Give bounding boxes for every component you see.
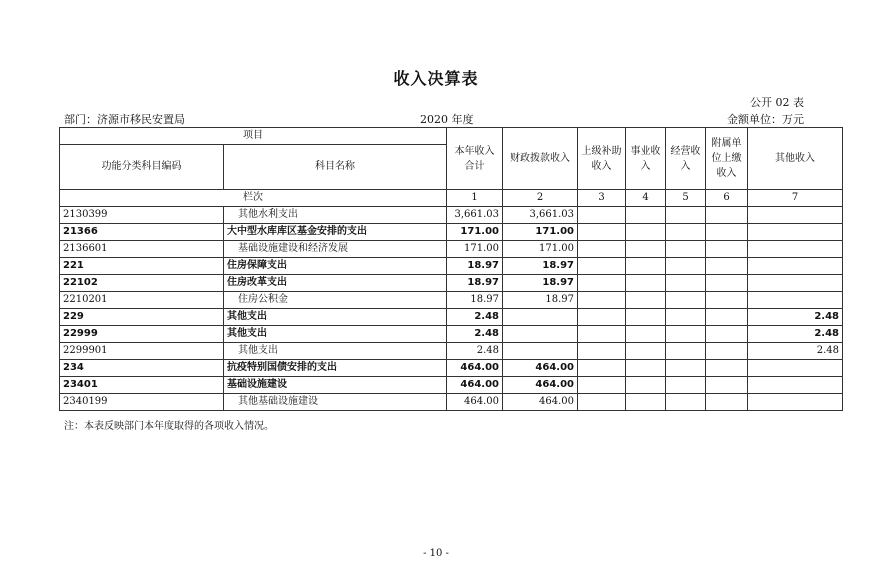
row-total: 3,661.03 <box>447 207 503 224</box>
row-affiliated <box>706 343 748 360</box>
table-row <box>60 207 843 224</box>
page-number: - 10 - <box>423 548 449 559</box>
row-business <box>626 309 666 326</box>
row-other <box>748 394 843 411</box>
row-other <box>748 258 843 275</box>
row-fiscal: 171.00 <box>503 241 578 258</box>
header-total: 本年收入合计 <box>447 128 503 190</box>
header-other: 其他收入 <box>748 128 843 190</box>
row-total: 18.97 <box>447 258 503 275</box>
row-other <box>748 224 843 241</box>
row-affiliated <box>706 224 748 241</box>
department-label: 部门：济源市移民安置局 <box>64 113 185 126</box>
row-affiliated <box>706 241 748 258</box>
row-subsidy <box>578 394 626 411</box>
amount-unit: 金额单位：万元 <box>727 113 804 126</box>
row-business <box>626 224 666 241</box>
col-number: 1 <box>447 190 503 207</box>
row-code: 23401 <box>60 377 224 394</box>
row-business <box>626 326 666 343</box>
row-other <box>748 292 843 309</box>
income-table <box>59 127 843 411</box>
row-other <box>748 377 843 394</box>
row-total: 464.00 <box>447 360 503 377</box>
row-total: 18.97 <box>447 292 503 309</box>
row-affiliated <box>706 326 748 343</box>
row-subsidy <box>578 377 626 394</box>
col-number: 6 <box>706 190 748 207</box>
row-other: 2.48 <box>748 326 843 343</box>
row-name: 住房改革支出 <box>224 275 447 292</box>
row-code: 2130399 <box>60 207 224 224</box>
row-operating <box>666 343 706 360</box>
row-operating <box>666 377 706 394</box>
row-fiscal <box>503 326 578 343</box>
row-subsidy <box>578 258 626 275</box>
row-total: 464.00 <box>447 377 503 394</box>
row-business <box>626 394 666 411</box>
row-operating <box>666 258 706 275</box>
row-affiliated <box>706 360 748 377</box>
header-fiscal: 财政拨款收入 <box>503 128 578 190</box>
row-operating <box>666 394 706 411</box>
table-row <box>60 241 843 258</box>
row-affiliated <box>706 275 748 292</box>
row-name: 其他支出 <box>224 309 447 326</box>
row-fiscal: 464.00 <box>503 394 578 411</box>
form-number: 公开 02 表 <box>750 96 804 109</box>
row-operating <box>666 292 706 309</box>
row-subsidy <box>578 343 626 360</box>
row-other <box>748 241 843 258</box>
row-affiliated <box>706 309 748 326</box>
row-total: 2.48 <box>447 343 503 360</box>
row-subsidy <box>578 326 626 343</box>
row-other: 2.48 <box>748 343 843 360</box>
table-row <box>60 292 843 309</box>
header-column-row: 栏次 <box>60 190 447 207</box>
row-operating <box>666 207 706 224</box>
row-other: 2.48 <box>748 309 843 326</box>
row-fiscal <box>503 343 578 360</box>
row-operating <box>666 326 706 343</box>
row-total: 171.00 <box>447 241 503 258</box>
col-number: 5 <box>666 190 706 207</box>
report-title: 收入决算表 <box>393 69 479 88</box>
row-affiliated <box>706 292 748 309</box>
header-business: 事业收入 <box>626 128 666 190</box>
row-business <box>626 275 666 292</box>
row-business <box>626 241 666 258</box>
row-fiscal <box>503 309 578 326</box>
row-name: 基础设施建设和经济发展 <box>224 241 447 258</box>
row-other <box>748 207 843 224</box>
row-operating <box>666 275 706 292</box>
row-code: 234 <box>60 360 224 377</box>
row-name: 基础设施建设 <box>224 377 447 394</box>
row-subsidy <box>578 241 626 258</box>
col-number: 7 <box>748 190 843 207</box>
col-number: 3 <box>578 190 626 207</box>
row-business <box>626 343 666 360</box>
row-name: 其他基础设施建设 <box>224 394 447 411</box>
row-code: 2340199 <box>60 394 224 411</box>
row-fiscal: 464.00 <box>503 360 578 377</box>
row-total: 2.48 <box>447 309 503 326</box>
row-code: 2210201 <box>60 292 224 309</box>
row-subsidy <box>578 292 626 309</box>
row-business <box>626 377 666 394</box>
row-subsidy <box>578 207 626 224</box>
table-row <box>60 343 843 360</box>
table-row <box>60 258 843 275</box>
row-total: 171.00 <box>447 224 503 241</box>
header-affiliated: 附属单位上缴收入 <box>706 128 748 190</box>
row-subsidy <box>578 309 626 326</box>
table-row <box>60 309 843 326</box>
row-affiliated <box>706 377 748 394</box>
header-subsidy: 上级补助收入 <box>578 128 626 190</box>
row-name: 住房保障支出 <box>224 258 447 275</box>
col-number: 4 <box>626 190 666 207</box>
row-name: 其他支出 <box>224 343 447 360</box>
row-fiscal: 18.97 <box>503 258 578 275</box>
row-fiscal: 464.00 <box>503 377 578 394</box>
row-code: 21366 <box>60 224 224 241</box>
row-code: 22102 <box>60 275 224 292</box>
row-business <box>626 292 666 309</box>
row-operating <box>666 309 706 326</box>
table-note: 注：本表反映部门本年度取得的各项收入情况。 <box>64 421 274 432</box>
row-code: 2136601 <box>60 241 224 258</box>
row-code: 22999 <box>60 326 224 343</box>
row-name: 住房公积金 <box>224 292 447 309</box>
header-operating: 经营收入 <box>666 128 706 190</box>
table-row <box>60 360 843 377</box>
row-subsidy <box>578 360 626 377</box>
row-name: 其他支出 <box>224 326 447 343</box>
table-row <box>60 326 843 343</box>
row-name: 大中型水库库区基金安排的支出 <box>224 224 447 241</box>
row-name: 其他水利支出 <box>224 207 447 224</box>
row-affiliated <box>706 207 748 224</box>
row-code: 2299901 <box>60 343 224 360</box>
row-affiliated <box>706 394 748 411</box>
row-total: 464.00 <box>447 394 503 411</box>
row-name: 抗疫特别国债安排的支出 <box>224 360 447 377</box>
row-fiscal: 18.97 <box>503 275 578 292</box>
row-fiscal: 171.00 <box>503 224 578 241</box>
row-code: 221 <box>60 258 224 275</box>
table-row <box>60 224 843 241</box>
row-code: 229 <box>60 309 224 326</box>
fiscal-year: 2020 年度 <box>420 113 474 126</box>
row-fiscal: 18.97 <box>503 292 578 309</box>
row-total: 18.97 <box>447 275 503 292</box>
row-affiliated <box>706 258 748 275</box>
row-operating <box>666 241 706 258</box>
header-name: 科目名称 <box>224 145 447 190</box>
row-subsidy <box>578 275 626 292</box>
row-subsidy <box>578 224 626 241</box>
col-number: 2 <box>503 190 578 207</box>
row-other <box>748 275 843 292</box>
row-total: 2.48 <box>447 326 503 343</box>
header-code: 功能分类科目编码 <box>60 145 224 190</box>
row-fiscal: 3,661.03 <box>503 207 578 224</box>
row-business <box>626 207 666 224</box>
table-row <box>60 394 843 411</box>
header-item: 项目 <box>60 128 447 145</box>
row-business <box>626 258 666 275</box>
table-row <box>60 275 843 292</box>
table-row <box>60 377 843 394</box>
row-other <box>748 360 843 377</box>
row-operating <box>666 360 706 377</box>
row-business <box>626 360 666 377</box>
row-operating <box>666 224 706 241</box>
